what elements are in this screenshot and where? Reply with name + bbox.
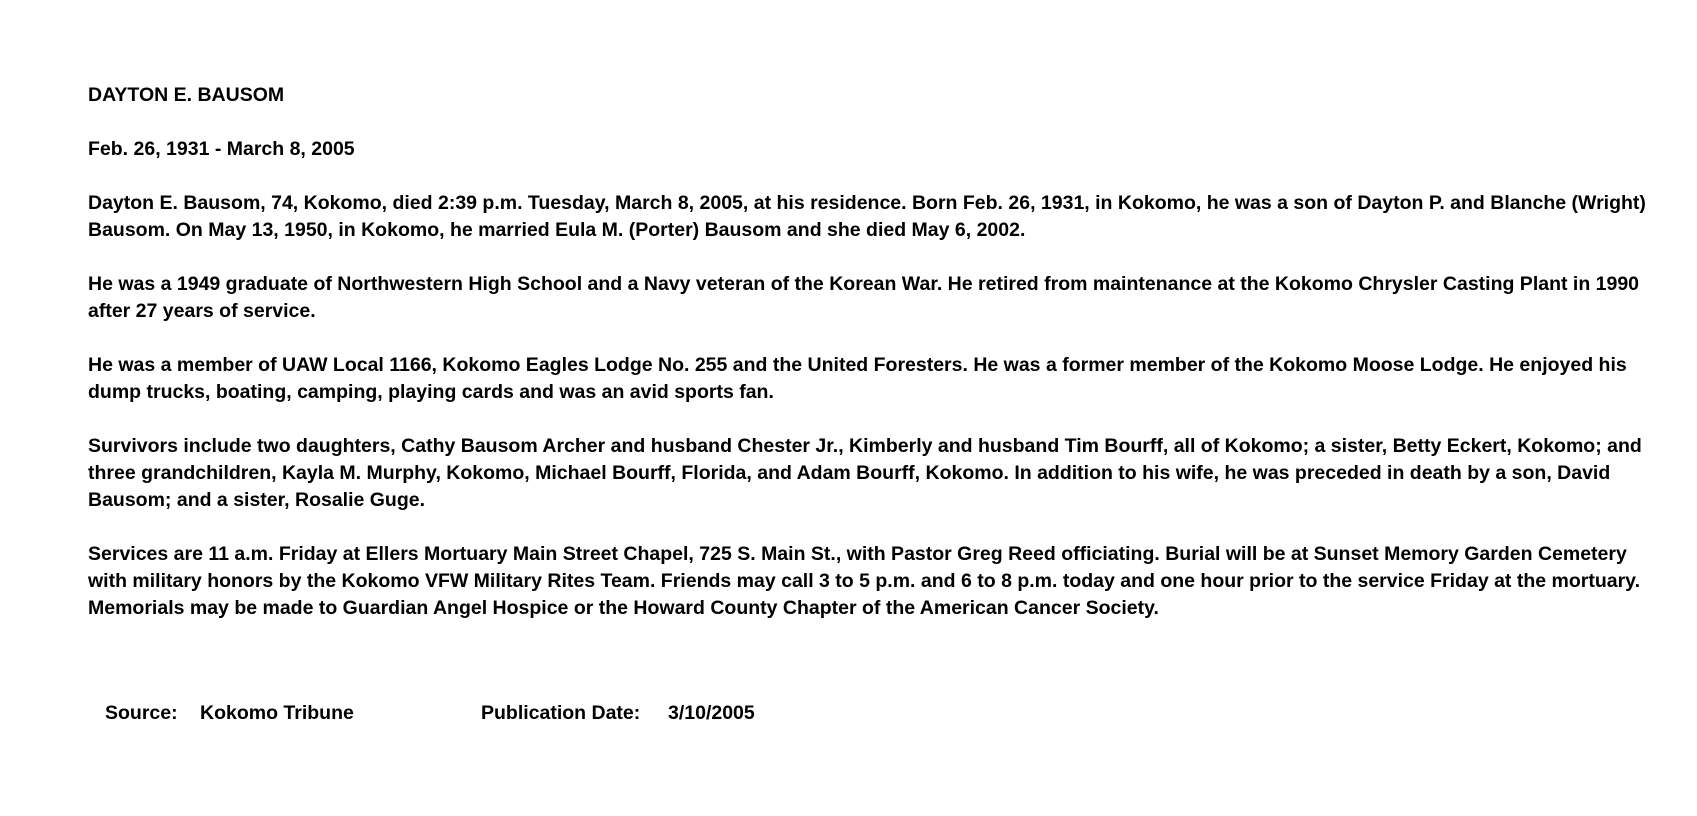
obituary-document — [88, 82, 1668, 649]
paragraph-career: He was a 1949 graduate of Northwestern High School and a Navy veteran of the Korean War. He retired from maintenance at the Kokomo Chrysler Casting Plant in 1990 after 27 years of service. — [88, 273, 1640, 322]
paragraph-survivors: Survivors include two daughters, Cathy Bausom Archer and husband Chester Jr., Kimberly and husband Tim Bourff, all of Kokomo; a sister, Betty Eckert, Kokomo; and three grandchildren, Kayla M. Murphy, Kokomo, Michael Bourff, Florida, and Adam Bourff, Kokomo. In addition to his wife, he was preceded in death by a son, David Bausom; and a sister, Rosalie Guge. — [88, 435, 1642, 511]
publication-date-label: Publication Date: — [481, 702, 641, 724]
obituary-title: DAYTON E. BAUSOM — [88, 84, 285, 106]
paragraph-death-notice: Dayton E. Bausom, 74, Kokomo, died 2:39 p.m. Tuesday, March 8, 2005, at his residence. Born Feb. 26, 1931, in Kokomo, he was a son of Dayton P. and Blanche (Wright) Bausom. On May 13, 1950, in Kokomo, he married Eula M. (Porter) Bausom and she died May 6, 2002. — [88, 192, 1646, 241]
paragraph-memberships: He was a member of UAW Local 1166, Kokomo Eagles Lodge No. 255 and the United Foresters. He was a former member of the Kokomo Moose Lodge. He enjoyed his dump trucks, boating, camping, playing cards and was an avid sports fan. — [88, 354, 1627, 403]
paragraph-services: Services are 11 a.m. Friday at Ellers Mortuary Main Street Chapel, 725 S. Main St., with Pastor Greg Reed officiating. Burial will be at Sunset Memory Garden Cemetery with military honors by the Kokomo VFW Military Rites Team. Friends may call 3 to 5 p.m. and 6 to 8 p.m. today and one hour prior to the service Friday at the mortuary. Memorials may be made to Guardian Angel Hospice or the Howard County Chapter of the American Cancer Society. — [88, 543, 1640, 619]
source-label: Source: — [105, 702, 178, 724]
source-value: Kokomo Tribune — [200, 702, 354, 724]
publication-date-value: 3/10/2005 — [668, 702, 755, 724]
life-dates: Feb. 26, 1931 - March 8, 2005 — [88, 138, 355, 160]
